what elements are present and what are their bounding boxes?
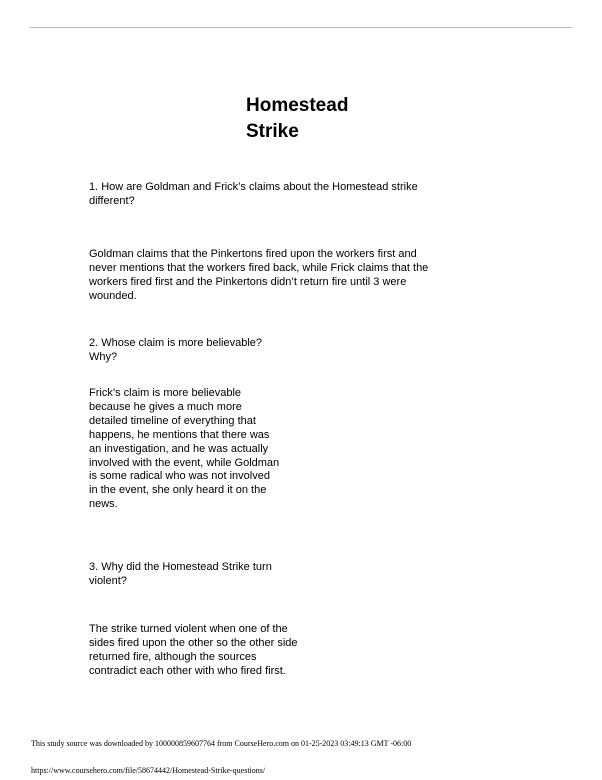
- question-line: Why?: [89, 350, 118, 363]
- page-title: [246, 93, 386, 145]
- source-url: https://www.coursehero.com/file/58674442/Homestead-Strike-questions/: [31, 766, 266, 775]
- download-notice: This study source was downloaded by 100000859607764 from CourseHero.com on 01-25-2023 03:49:13 GMT -06:00: [31, 739, 412, 748]
- question-2: [89, 337, 262, 365]
- answer-line: sides fired upon the other so the other side: [89, 636, 298, 649]
- title-line: Homestead: [246, 95, 349, 116]
- answer-line: because he gives a much more: [89, 400, 242, 413]
- answer-line: workers fired first and the Pinkertons didn’t return fire until 3 were: [89, 275, 407, 288]
- answer-3: [89, 623, 298, 679]
- answer-line: wounded.: [89, 289, 137, 302]
- answer-1: [89, 248, 428, 304]
- question-line: 1. How are Goldman and Frick’s claims about the Homestead strike: [89, 181, 418, 193]
- answer-line: Goldman claims that the Pinkertons fired upon the workers first and: [89, 248, 417, 260]
- answer-line: detailed timeline of everything that: [89, 414, 256, 427]
- question-line: violent?: [89, 574, 127, 587]
- top-divider: [30, 27, 572, 28]
- question-3: [89, 561, 272, 589]
- title-line: Strike: [246, 121, 299, 142]
- question-1: [89, 181, 418, 209]
- answer-line: happens, he mentions that there was: [89, 428, 270, 441]
- answer-line: an investigation, and he was actually: [89, 442, 269, 455]
- answer-line: Frick’s claim is more believable: [89, 387, 242, 399]
- answer-line: never mentions that the workers fired back, while Frick claims that the: [89, 261, 429, 274]
- answer-2: [89, 387, 279, 512]
- answer-line: contradict each other with who fired first.: [89, 664, 286, 677]
- answer-line: is some radical who was not involved: [89, 470, 270, 483]
- answer-line: involved with the event, while Goldman: [89, 456, 280, 469]
- question-line: 2. Whose claim is more believable?: [89, 337, 263, 349]
- answer-line: The strike turned violent when one of the: [89, 623, 288, 635]
- question-line: different?: [89, 194, 135, 207]
- answer-line: news.: [89, 498, 118, 511]
- answer-line: in the event, she only heard it on the: [89, 484, 267, 497]
- answer-line: returned fire, although the sources: [89, 650, 257, 663]
- question-line: 3. Why did the Homestead Strike turn: [89, 561, 272, 573]
